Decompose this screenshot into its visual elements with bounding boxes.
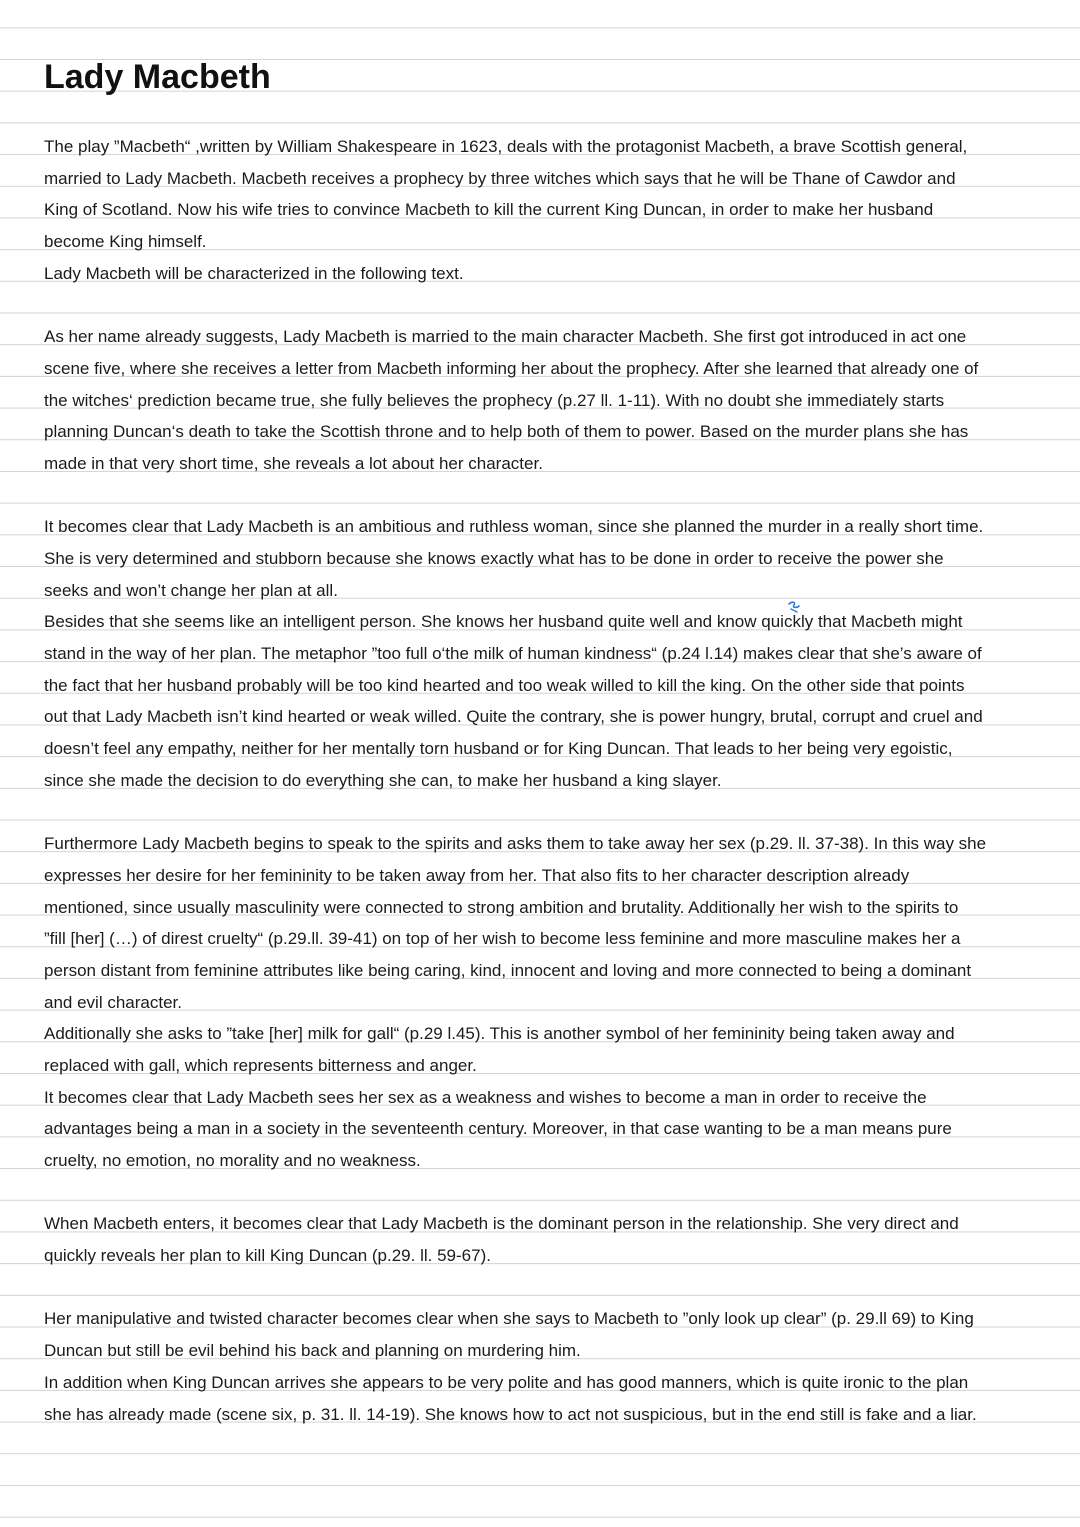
text-line: she has already made (scene six, p. 31. ll. 14-19). She knows how to act not suspicious, but in the end still is fake and a liar.: [44, 1404, 977, 1424]
handwritten-edit-mark-icon: [787, 600, 801, 614]
text-line: cruelty, no emotion, no morality and no weakness.: [44, 1151, 421, 1170]
text-line: Besides that she seems like an intelligent person. She knows her husband quite well and know quickly that Macbeth might: [44, 612, 963, 632]
text-line: seeks and won’t change her plan at all.: [44, 580, 338, 600]
text-line: quickly reveals her plan to kill King Duncan (p.29. ll. 59-67).: [44, 1246, 491, 1266]
text-line: It becomes clear that Lady Macbeth sees her sex as a weakness and wishes to become a man in order to receive the: [44, 1087, 927, 1107]
text-line: Additionally she asks to ”take [her] milk for gall“ (p.29 l.45). This is another symbol of her femininity being taken away and: [44, 1024, 955, 1044]
text-line: In addition when King Duncan arrives she appears to be very polite and has good manners, which is quite ironic to the plan: [44, 1372, 969, 1392]
text-line: The play ”Macbeth“ ,written by William Shakespeare in 1623, deals with the protagonist Macbeth, a brave Scottish general,: [44, 137, 968, 156]
text-line: She is very determined and stubborn because she knows exactly what has to be done in order to receive the power she: [44, 548, 944, 568]
paragraph-gap: [44, 1177, 1044, 1209]
text-line: doesn’t feel any empathy, neither for her mentally torn husband or for King Duncan. That leads to her being very egoistic,: [44, 739, 953, 759]
text-line: Lady Macbeth will be characterized in the following text.: [44, 263, 464, 283]
paragraph-act-one-scene-five: [44, 321, 1044, 479]
text-line: expresses her desire for her femininity to be taken away from her. That also fits to her character description already: [44, 865, 910, 885]
paragraph-gap: [44, 289, 1044, 321]
text-line: made in that very short time, she reveals a lot about her character.: [44, 453, 543, 473]
document-body: [44, 131, 1044, 1430]
text-line: person distant from feminine attributes like being caring, kind, innocent and loving and more connected to being a dominant: [44, 960, 972, 980]
text-line: mentioned, since usually masculinity were connected to strong ambition and brutality. Additionally her wish to the spirits to: [44, 897, 959, 917]
text-line: advantages being a man in a society in the seventeenth century. Moreover, in that case wanting to be a man means pure: [44, 1119, 952, 1139]
document-title: Lady Macbeth: [44, 58, 271, 96]
text-line: stand in the way of her plan. The metaphor ”too full o‘the milk of human kindness“ (p.24 l.14) makes clear that she’s aware of: [44, 644, 982, 663]
text-line: Furthermore Lady Macbeth begins to speak to the spirits and asks them to take away her sex (p.29. ll. 37-38). In this way she: [44, 834, 987, 854]
text-line: As her name already suggests, Lady Macbeth is married to the main character Macbeth. She first got introduced in act one: [44, 327, 967, 347]
text-line: the fact that her husband probably will be too kind hearted and too weak willed to kill the king. On the other side that points: [44, 675, 965, 695]
text-line: since she made the decision to do everything she can, to make her husband a king slayer.: [44, 770, 722, 790]
paragraph-manipulation: [44, 1303, 1044, 1430]
paragraph-macbeth-enters: [44, 1208, 1044, 1271]
text-line: ”fill [her] (…) of direst cruelty“ (p.29.ll. 39-41) on top of her wish to become less feminine and more masculine makes her a: [44, 929, 961, 949]
text-line: Duncan but still be evil behind his back and planning on murdering him.: [44, 1341, 581, 1361]
text-line: married to Lady Macbeth. Macbeth receives a prophecy by three witches which says that he will be Thane of Cawdor and: [44, 168, 956, 188]
text-line: become King himself.: [44, 232, 207, 252]
paragraph-introduction: [44, 131, 1044, 289]
paragraph-gap: [44, 480, 1044, 512]
paragraph-ambition: [44, 511, 1044, 796]
text-line: It becomes clear that Lady Macbeth is an ambitious and ruthless woman, since she planned the murder in a really short time.: [44, 517, 984, 537]
text-line: planning Duncan‘s death to take the Scottish throne and to help both of them to power. Based on the murder plans she has: [44, 422, 969, 442]
text-line: When Macbeth enters, it becomes clear that Lady Macbeth is the dominant person in the relationship. She very direct and: [44, 1214, 959, 1234]
text-line: and evil character.: [44, 992, 182, 1012]
text-line: the witches‘ prediction became true, she fully believes the prophecy (p.27 ll. 1-11). With no doubt she immediately starts: [44, 390, 945, 410]
text-line: King of Scotland. Now his wife tries to convince Macbeth to kill the current King Duncan, in order to make her husband: [44, 200, 934, 220]
paragraph-gap: [44, 1272, 1044, 1304]
text-line: out that Lady Macbeth isn’t kind hearted or weak willed. Quite the contrary, she is power hungry, brutal, corrupt and cruel and: [44, 707, 983, 727]
text-line: replaced with gall, which represents bitterness and anger.: [44, 1055, 477, 1075]
paragraph-spirits: [44, 828, 1044, 1177]
paragraph-gap: [44, 796, 1044, 828]
text-line: Her manipulative and twisted character becomes clear when she says to Macbeth to ”only look up clear” (p. 29.ll 69) to King: [44, 1309, 974, 1329]
text-line: scene five, where she receives a letter from Macbeth informing her about the prophecy. After she learned that already one of: [44, 358, 979, 378]
